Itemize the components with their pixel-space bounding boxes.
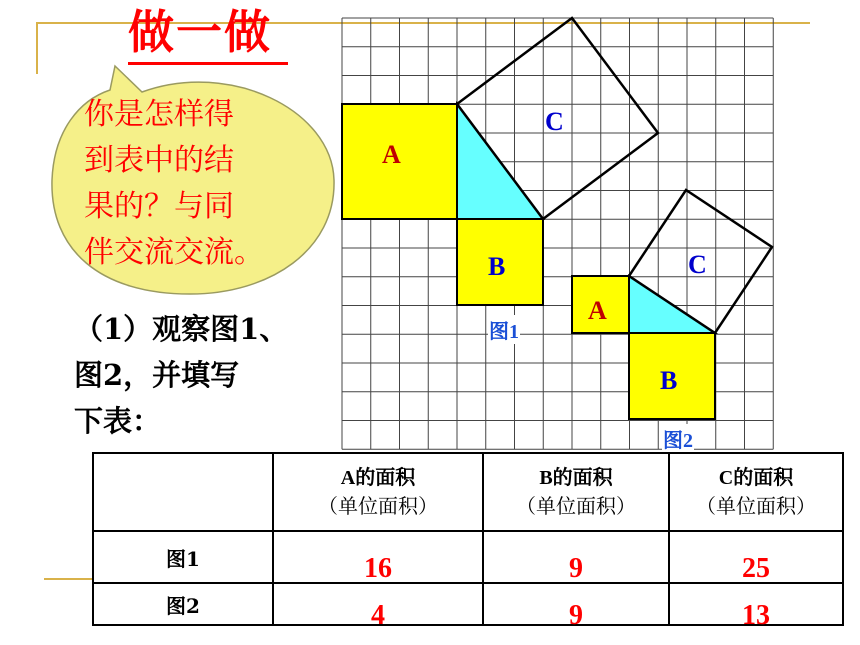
header-a-line2: （单位面积） bbox=[318, 494, 438, 518]
fig1-label-c: C bbox=[545, 107, 564, 136]
fig1-caption: 图1 bbox=[488, 315, 520, 344]
value-fig1-b: 9 bbox=[569, 553, 583, 584]
cell-fig2-c bbox=[669, 583, 843, 631]
fig2-label-b: B bbox=[660, 366, 678, 395]
table-row bbox=[93, 583, 843, 625]
row-label-fig1: 图1 bbox=[93, 531, 273, 583]
header-a-line1: A的面积 bbox=[340, 467, 416, 489]
value-fig2-b: 9 bbox=[569, 600, 583, 631]
value-fig1-a: 16 bbox=[364, 553, 392, 584]
row-label-fig2: 图2 bbox=[93, 583, 273, 625]
fig2-label-c: C bbox=[688, 250, 707, 279]
cell-fig2-a bbox=[273, 583, 483, 631]
table-corner bbox=[93, 453, 273, 531]
header-c-line2: （单位面积） bbox=[696, 494, 816, 518]
table-row bbox=[93, 531, 843, 583]
value-fig1-c: 25 bbox=[742, 553, 770, 584]
fig2-label-a: A bbox=[588, 296, 607, 325]
header-a-area bbox=[273, 453, 483, 531]
fig1-label-a: A bbox=[382, 140, 401, 169]
header-c-area bbox=[669, 453, 843, 531]
header-c-line1: C的面积 bbox=[718, 467, 794, 489]
value-fig2-c: 13 bbox=[742, 600, 770, 631]
cell-fig1-a bbox=[273, 531, 483, 583]
cell-fig2-b bbox=[483, 583, 669, 631]
value-fig2-a: 4 bbox=[371, 600, 385, 631]
cell-fig1-c bbox=[669, 531, 843, 583]
header-b-line2: （单位面积） bbox=[516, 494, 636, 518]
instruction-text: （1）观察图1、 图2，并填写 下表： bbox=[74, 312, 289, 438]
cell-fig1-b bbox=[483, 531, 669, 583]
page-title: 做一做 bbox=[128, 5, 272, 59]
header-b-line1: B的面积 bbox=[539, 467, 613, 489]
header-b-area bbox=[483, 453, 669, 531]
bubble-text: 你是怎样得 到表中的结 果的？与同 伴交流交流。 bbox=[84, 97, 264, 270]
title-underline bbox=[128, 62, 288, 65]
fig1-label-b: B bbox=[488, 252, 506, 281]
area-table bbox=[92, 452, 844, 631]
fig2-caption: 图2 bbox=[662, 424, 694, 453]
